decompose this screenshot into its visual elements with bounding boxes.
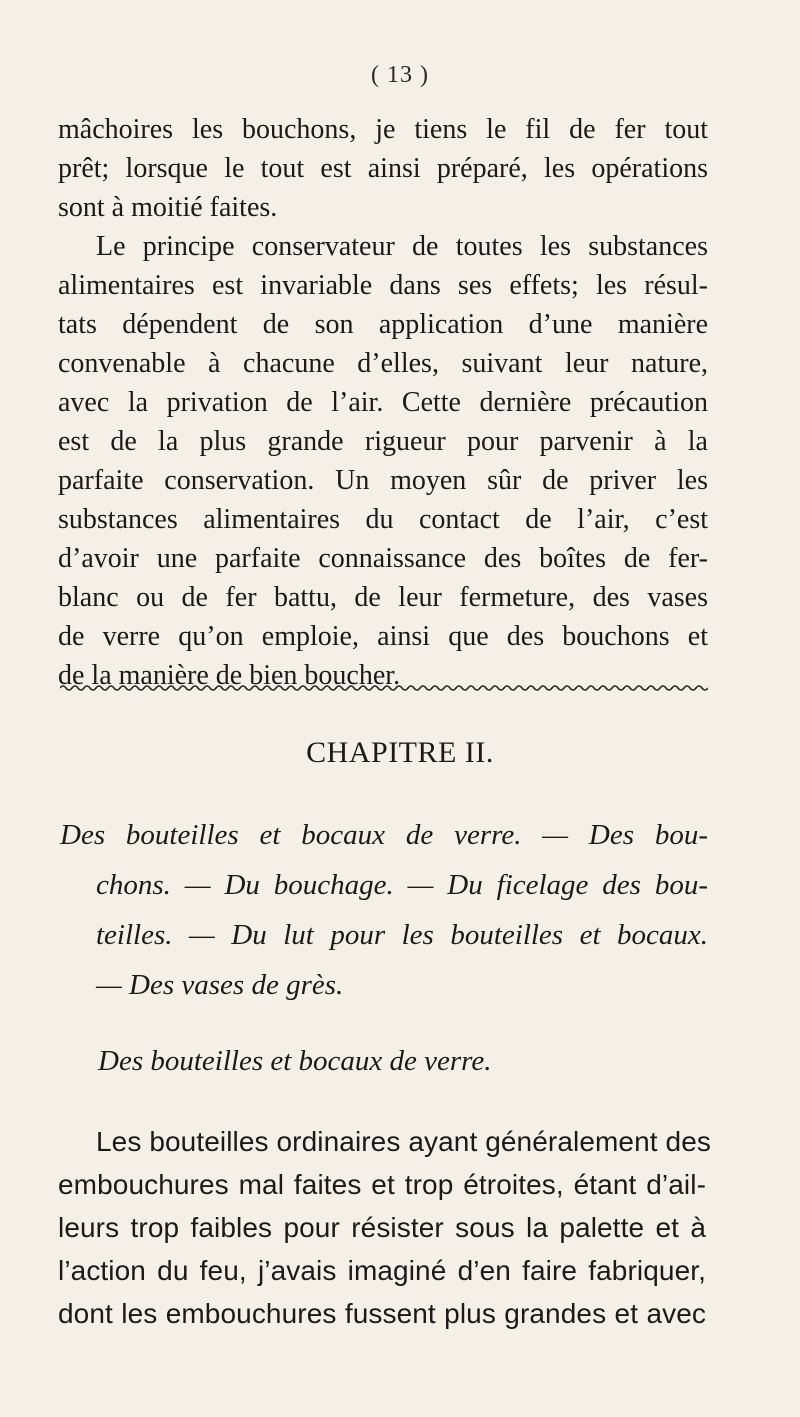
- text-line: leurs trop faibles pour résister sous la palette et à: [58, 1212, 706, 1243]
- summary-line: — Des vases de grès.: [96, 969, 344, 1001]
- page-number: ( 13 ): [371, 62, 429, 88]
- text-line: sont à moitié faites.: [58, 192, 278, 223]
- text-line: substances alimentaires du contact de l’air, c’est: [58, 504, 708, 535]
- text-line: de la manière de bien boucher.: [58, 660, 401, 691]
- text-line: parfaite conservation. Un moyen sûr de priver les: [58, 465, 708, 496]
- wavy-rule-divider: [60, 684, 708, 692]
- section-heading: Des bouteilles et bocaux de verre.: [98, 1045, 492, 1077]
- text-line: tats dépendent de son application d’une manière: [58, 309, 708, 340]
- text-line: d’avoir une parfaite connaissance des boîtes de fer-: [58, 543, 708, 574]
- text-line: embouchures mal faites et trop étroites, étant d’ail-: [58, 1169, 706, 1200]
- text-line: mâchoires les bouchons, je tiens le fil de fer tout: [58, 114, 708, 145]
- paragraph-opening: [58, 1120, 711, 1335]
- summary-line: chons. — Du bouchage. — Du ficelage des bou-: [96, 869, 708, 901]
- text-line: dont les embouchures fussent plus grandes et avec: [58, 1298, 706, 1329]
- text-line: de verre qu’on emploie, ainsi que des bouchons et: [58, 621, 708, 652]
- text-line: Le principe conservateur de toutes les substances: [96, 231, 708, 262]
- text-line: convenable à chacune d’elles, suivant leur nature,: [58, 348, 708, 379]
- text-line: blanc ou de fer battu, de leur fermeture, des vases: [58, 582, 708, 613]
- text-line: est de la plus grande rigueur pour parvenir à la: [58, 426, 708, 457]
- summary-line: teilles. — Du lut pour les bouteilles et bocaux.: [96, 919, 708, 951]
- text-line: prêt; lorsque le tout est ainsi préparé, les opérations: [58, 153, 708, 184]
- text-line: l’action du feu, j’avais imaginé d’en faire fabriquer,: [58, 1255, 706, 1286]
- paragraph-principle: [58, 227, 708, 695]
- summary-line: Des bouteilles et bocaux de verre. — Des bou-: [60, 819, 708, 851]
- text-line: alimentaires est invariable dans ses effets; les résul-: [58, 270, 708, 301]
- paragraph-continuation: [58, 110, 708, 227]
- chapter-title: CHAPITRE II.: [306, 736, 494, 769]
- text-line: avec la privation de l’air. Cette dernière précaution: [58, 387, 708, 418]
- text-line: Les bouteilles ordinaires ayant généralement des: [96, 1126, 711, 1157]
- chapter-summary: [60, 810, 708, 1010]
